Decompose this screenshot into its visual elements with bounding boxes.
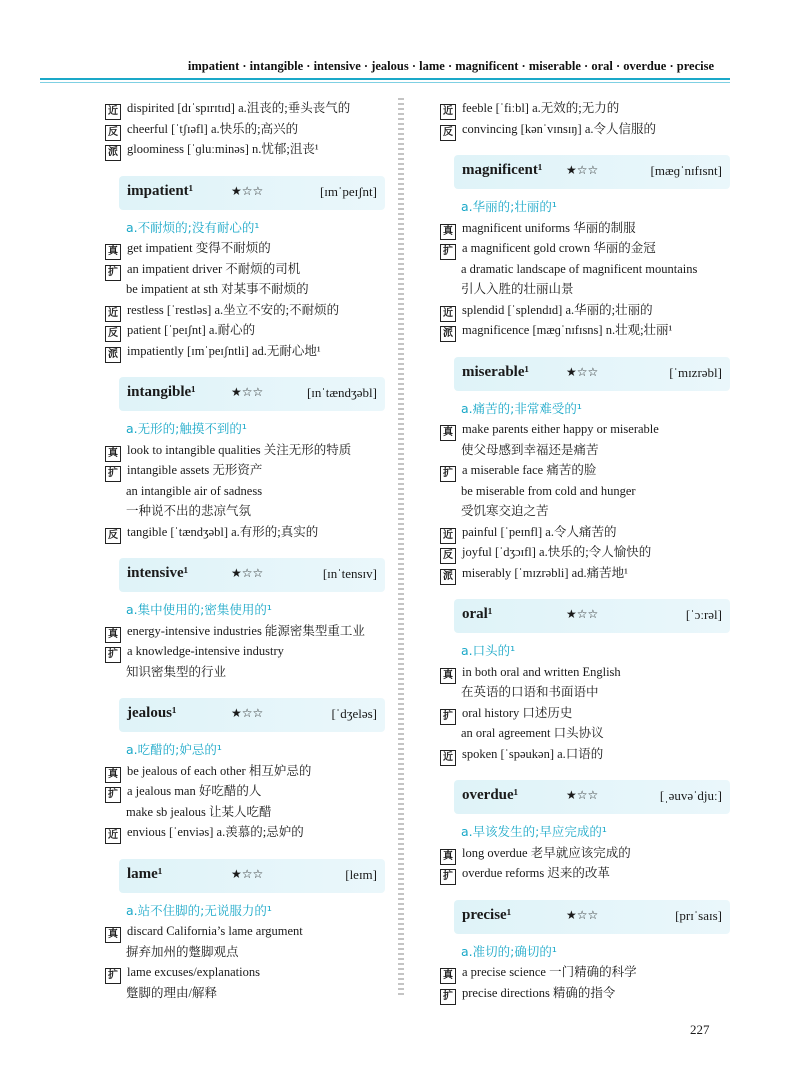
line-text: a knowledge-intensive industry xyxy=(127,644,284,658)
headword: miserable¹ xyxy=(462,363,529,380)
phonetic: [ˌəuvəˈdjuː] xyxy=(659,788,722,803)
star-rating: ★☆☆ xyxy=(231,566,264,580)
label-tag: 派 xyxy=(440,569,456,585)
entry-line xyxy=(440,522,730,543)
label-tag: 真 xyxy=(105,767,121,783)
line-text: spoken [ˈspəukən] a.口语的 xyxy=(462,746,604,761)
label-tag: 扩 xyxy=(440,244,456,260)
headword: oral¹ xyxy=(462,606,493,622)
phonetic: [ˈdʒeləs] xyxy=(331,706,377,721)
entry-line xyxy=(440,238,730,259)
definition: a.集中使用的;密集使用的¹ xyxy=(126,602,272,617)
line-text: tangible [ˈtændʒəbl] a.有形的;真实的 xyxy=(127,524,319,539)
phonetic: [ɪmˈpeɪʃnt] xyxy=(319,183,377,199)
entry-line xyxy=(105,501,385,522)
line-text: dispirited [dɪˈspɪrɪtɪd] a.沮丧的;垂头丧气的 xyxy=(127,101,351,115)
line-text: discard California’s lame argument xyxy=(127,924,303,938)
entry-line xyxy=(440,843,730,864)
label-tag: 扩 xyxy=(105,647,121,663)
entry-line xyxy=(440,863,730,884)
entry-line xyxy=(440,98,730,119)
line-text: magnificence [mæɡˈnɪfɪsns] n.壮观;壮丽¹ xyxy=(462,323,673,337)
line-text: a magnificent gold crown 华丽的金冠 xyxy=(462,241,656,255)
entry-line xyxy=(440,300,730,321)
entry-line xyxy=(105,259,385,280)
line-text: a dramatic landscape of magnificent mountains xyxy=(461,261,698,276)
entry-line xyxy=(105,460,385,481)
definition: a.准切的;确切的¹ xyxy=(461,943,557,959)
star-rating: ★☆☆ xyxy=(231,385,264,399)
entry-line xyxy=(105,440,385,461)
entry-line xyxy=(105,522,385,543)
star-rating: ★☆☆ xyxy=(566,163,599,177)
line-text: 蹩脚的理由/解释 xyxy=(126,985,217,1000)
entry-line xyxy=(105,942,385,963)
definition: a.吃醋的;妒忌的¹ xyxy=(126,742,222,757)
label-tag: 真 xyxy=(105,446,121,462)
line-text: splendid [ˈsplendɪd] a.华丽的;壮丽的 xyxy=(462,302,653,317)
line-text: convincing [kənˈvɪnsɪŋ] a.令人信服的 xyxy=(462,121,656,136)
line-text: be miserable from cold and hunger xyxy=(461,483,636,498)
entry-line xyxy=(105,139,385,160)
line-text: miserably [ˈmɪzrəbli] ad.痛苦地¹ xyxy=(462,565,628,580)
right-column xyxy=(440,98,730,1003)
entry-line xyxy=(440,279,730,300)
line-text: an impatient driver 不耐烦的司机 xyxy=(127,261,301,276)
headword: jealous¹ xyxy=(127,705,177,721)
header-rule-thin xyxy=(40,82,730,83)
entry-line xyxy=(440,501,730,522)
label-tag: 近 xyxy=(440,306,456,322)
entry-line xyxy=(440,962,730,983)
phonetic: [ɪnˈtensɪv] xyxy=(322,566,377,581)
entry-line xyxy=(105,238,385,259)
star-rating: ★☆☆ xyxy=(231,866,264,881)
headword-box xyxy=(454,599,730,633)
label-tag: 真 xyxy=(440,224,456,240)
line-text: an oral agreement 口头协议 xyxy=(461,726,604,740)
label-tag: 反 xyxy=(105,326,121,342)
star-rating: ★☆☆ xyxy=(566,364,599,379)
entry-line xyxy=(440,723,730,744)
entry-line xyxy=(440,744,730,765)
entry-line xyxy=(105,621,385,642)
page-number: 227 xyxy=(690,1022,710,1037)
label-tag: 近 xyxy=(440,750,456,766)
star-rating: ★☆☆ xyxy=(231,183,264,198)
label-tag: 真 xyxy=(440,425,456,441)
definition: a.站不住脚的;无说服力的¹ xyxy=(126,902,272,918)
line-text: an intangible air of sadness xyxy=(126,483,263,498)
line-text: be impatient at sth 对某事不耐烦的 xyxy=(126,282,309,296)
line-text: gloominess [ˈɡluːminəs] n.忧郁;沮丧¹ xyxy=(127,142,319,156)
phonetic: [ˈɔːrəl] xyxy=(685,607,722,622)
definition: a.口头的¹ xyxy=(461,643,516,658)
line-text: 一种说不出的悲凉气氛 xyxy=(126,504,252,518)
entry-line xyxy=(105,781,385,802)
entry-line xyxy=(440,983,730,1004)
label-tag: 扩 xyxy=(440,466,456,482)
line-text: make sb jealous 让某人吃醋 xyxy=(126,804,272,819)
line-text: in both oral and written English xyxy=(462,664,621,679)
line-text: be jealous of each other 相互妒忌的 xyxy=(127,763,312,778)
line-text: long overdue 老早就应该完成的 xyxy=(462,845,631,860)
headword: magnificent¹ xyxy=(462,162,543,178)
headword-box xyxy=(119,176,385,210)
entry-line xyxy=(105,119,385,140)
headword: precise¹ xyxy=(462,906,512,923)
label-tag: 派 xyxy=(105,347,121,363)
line-text: 受饥寒交迫之苦 xyxy=(461,504,549,518)
phonetic: [prɪˈsaɪs] xyxy=(675,907,722,923)
line-text: cheerful [ˈtʃɪəfl] a.快乐的;高兴的 xyxy=(127,121,299,136)
label-tag: 近 xyxy=(105,104,121,120)
entry-line xyxy=(440,542,730,563)
phonetic: [leɪm] xyxy=(345,866,377,882)
line-text: feeble [ˈfiːbl] a.无效的;无力的 xyxy=(462,101,620,115)
line-text: 引人入胜的壮丽山景 xyxy=(461,282,574,296)
label-tag: 真 xyxy=(440,668,456,684)
entry-line xyxy=(105,761,385,782)
label-tag: 扩 xyxy=(440,989,456,1005)
line-text: restless [ˈrestləs] a.坐立不安的;不耐烦的 xyxy=(127,302,340,317)
label-tag: 真 xyxy=(440,849,456,865)
label-tag: 扩 xyxy=(105,466,121,482)
line-text: intangible assets 无形资产 xyxy=(127,463,263,477)
headword-box xyxy=(119,377,385,411)
line-text: painful [ˈpeɪnfl] a.令人痛苦的 xyxy=(462,524,617,539)
entry-line xyxy=(105,921,385,942)
headword: intensive¹ xyxy=(127,565,189,581)
headword: impatient¹ xyxy=(127,182,194,199)
headword-box xyxy=(454,357,730,391)
entry-line xyxy=(440,440,730,461)
phonetic: [ɪnˈtændʒəbl] xyxy=(306,385,377,400)
entry-line xyxy=(105,279,385,300)
line-text: energy-intensive industries 能源密集型重工业 xyxy=(127,623,365,638)
label-tag: 派 xyxy=(105,145,121,161)
entry-line xyxy=(105,300,385,321)
entry-line xyxy=(440,703,730,724)
entry-line xyxy=(440,259,730,280)
entry-line xyxy=(105,341,385,362)
running-header xyxy=(0,56,800,78)
label-tag: 近 xyxy=(440,528,456,544)
label-tag: 派 xyxy=(440,326,456,342)
entry-line xyxy=(440,481,730,502)
star-rating: ★☆☆ xyxy=(566,907,599,922)
headword-box xyxy=(119,698,385,732)
line-text: magnificent uniforms 华丽的制服 xyxy=(462,220,636,235)
line-text: 知识密集型的行业 xyxy=(126,664,227,679)
line-text: make parents either happy or miserable xyxy=(462,422,659,436)
label-tag: 扩 xyxy=(105,265,121,281)
entry-line xyxy=(440,419,730,440)
phonetic: [mæɡˈnɪfɪsnt] xyxy=(650,163,722,178)
entry-line xyxy=(105,98,385,119)
line-text: oral history 口述历史 xyxy=(462,705,573,720)
label-tag: 真 xyxy=(440,968,456,984)
headword-box xyxy=(119,859,385,893)
label-tag: 扩 xyxy=(105,968,121,984)
headword-box xyxy=(454,780,730,814)
line-text: a jealous man 好吃醋的人 xyxy=(127,784,262,798)
star-rating: ★☆☆ xyxy=(566,788,599,802)
line-text: a precise science 一门精确的科学 xyxy=(462,965,637,979)
label-tag: 反 xyxy=(105,125,121,141)
column-divider xyxy=(398,98,404,998)
entry-line xyxy=(105,641,385,662)
label-tag: 真 xyxy=(105,627,121,643)
line-text: 使父母感到幸福还是痛苦 xyxy=(461,442,599,457)
label-tag: 近 xyxy=(440,104,456,120)
line-text: get impatient 变得不耐烦的 xyxy=(127,241,271,255)
entry-line xyxy=(440,119,730,140)
label-tag: 反 xyxy=(440,548,456,564)
label-tag: 扩 xyxy=(105,787,121,803)
headword: lame¹ xyxy=(127,865,163,882)
entry-line xyxy=(105,481,385,502)
entry-line xyxy=(105,983,385,1004)
star-rating: ★☆☆ xyxy=(231,706,264,720)
line-text: envious [ˈenviəs] a.羡慕的;忌妒的 xyxy=(127,825,304,839)
line-text: joyful [ˈdʒɔɪfl] a.快乐的;令人愉快的 xyxy=(462,545,652,559)
label-tag: 近 xyxy=(105,306,121,322)
line-text: overdue reforms 迟来的改革 xyxy=(462,866,610,880)
headword: overdue¹ xyxy=(462,787,519,803)
headword-box xyxy=(454,155,730,189)
headword-box xyxy=(454,900,730,934)
line-text: 在英语的口语和书面语中 xyxy=(461,685,599,699)
definition: a.华丽的;壮丽的¹ xyxy=(461,199,557,214)
label-tag: 真 xyxy=(105,927,121,943)
label-tag: 反 xyxy=(440,125,456,141)
line-text: patient [ˈpeɪʃnt] a.耐心的 xyxy=(127,323,256,337)
entry-line xyxy=(105,320,385,341)
line-text: look to intangible qualities 关注无形的特质 xyxy=(127,442,352,457)
label-tag: 扩 xyxy=(440,869,456,885)
entry-line xyxy=(440,682,730,703)
label-tag: 扩 xyxy=(440,709,456,725)
definition: a.不耐烦的;没有耐心的¹ xyxy=(126,219,260,235)
entry-line xyxy=(440,320,730,341)
entry-line xyxy=(440,218,730,239)
line-text: lame excuses/explanations xyxy=(127,965,260,979)
entry-line xyxy=(440,662,730,683)
entry-line xyxy=(440,460,730,481)
entry-line xyxy=(105,962,385,983)
definition: a.痛苦的;非常难受的¹ xyxy=(461,400,582,416)
label-tag: 反 xyxy=(105,528,121,544)
entry-line xyxy=(105,822,385,843)
line-text: a miserable face 痛苦的脸 xyxy=(462,463,597,477)
phonetic: [ˈmɪzrəbl] xyxy=(669,364,722,380)
definition: a.无形的;触摸不到的¹ xyxy=(126,421,247,436)
entry-line xyxy=(105,802,385,823)
header-word-list: impatient · intangible · intensive · jealous · lame · magnificent · miserable · oral · overdue · precise xyxy=(187,59,714,73)
line-text: precise directions 精确的指令 xyxy=(462,985,616,1000)
line-text: impatiently [ɪmˈpeɪʃntli] ad.无耐心地¹ xyxy=(127,343,321,358)
headword-box xyxy=(119,558,385,592)
label-tag: 真 xyxy=(105,244,121,260)
left-column xyxy=(105,98,385,1003)
star-rating: ★☆☆ xyxy=(566,607,599,621)
line-text: 摒弃加州的蹩脚观点 xyxy=(126,944,239,959)
entry-line xyxy=(105,662,385,683)
header-rule xyxy=(40,78,730,80)
label-tag: 近 xyxy=(105,828,121,844)
definition: a.早该发生的;早应完成的¹ xyxy=(461,824,607,839)
entry-line xyxy=(440,563,730,584)
headword: intangible¹ xyxy=(127,384,196,400)
